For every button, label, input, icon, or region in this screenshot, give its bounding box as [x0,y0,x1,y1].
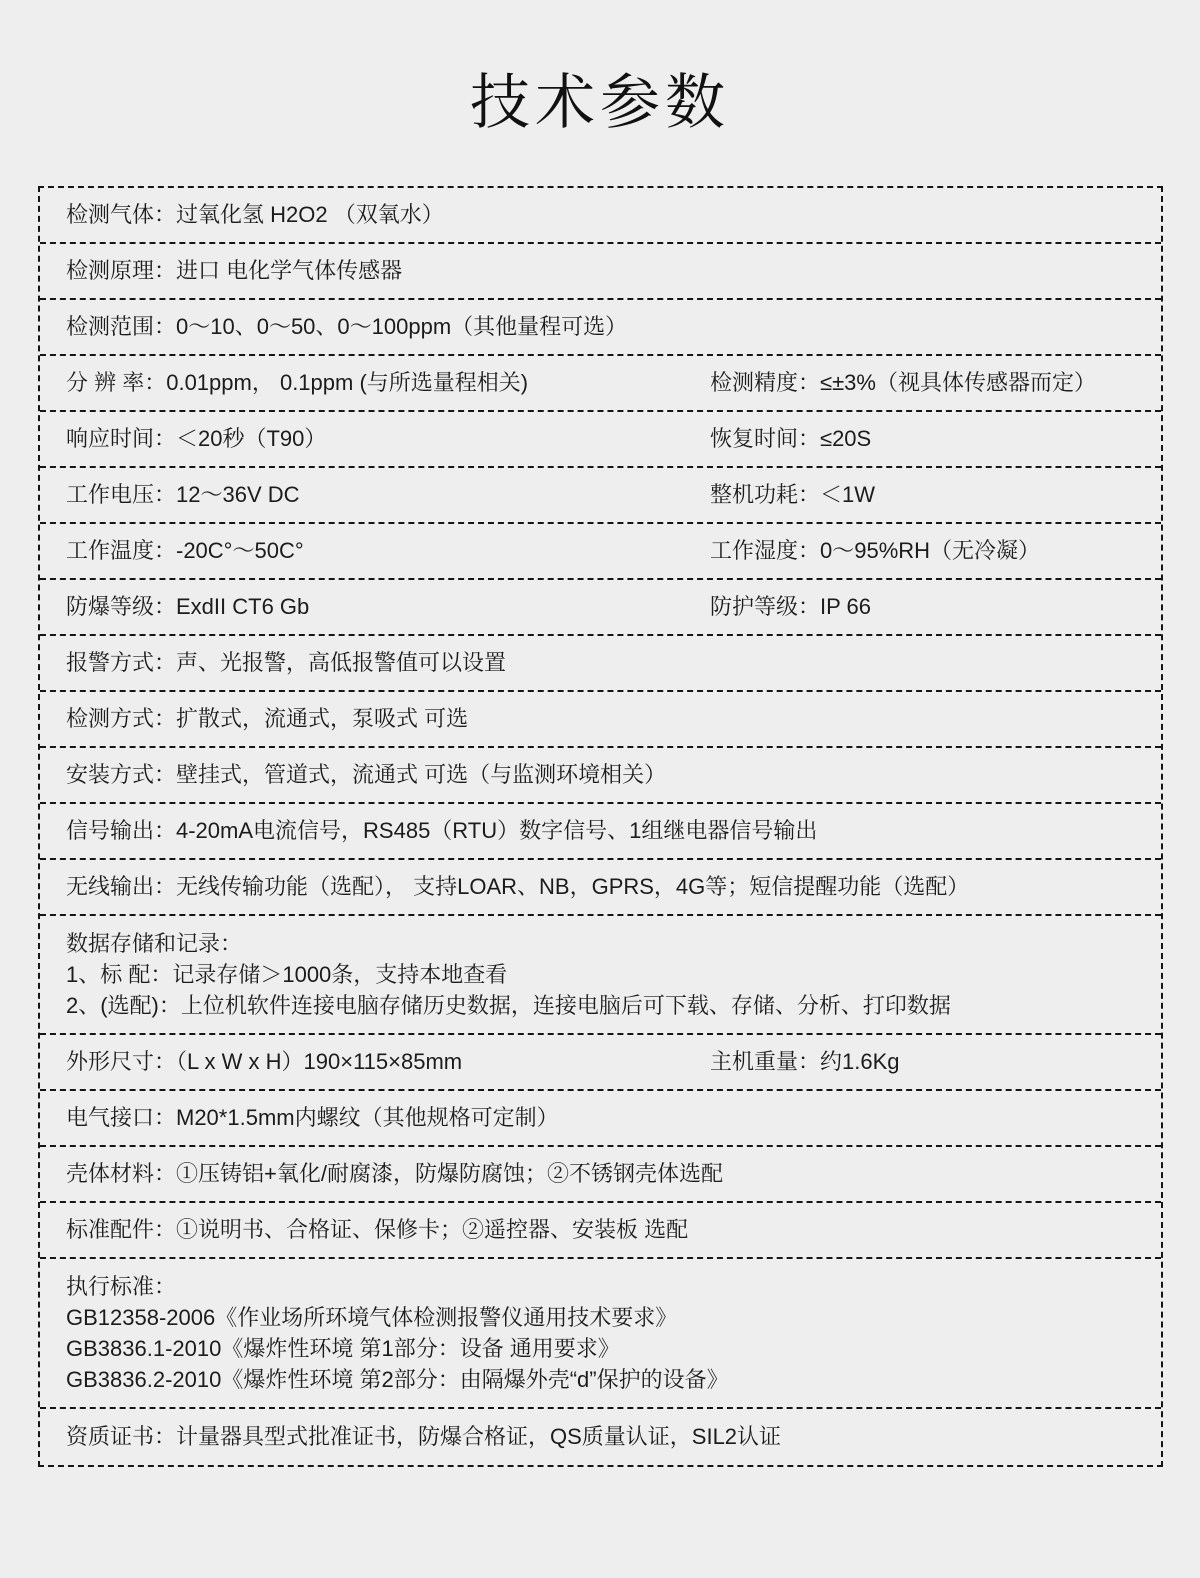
spec-row-explosionproof-ip [40,580,1161,636]
spec-text: 标准配件：①说明书、合格证、保修卡；②遥控器、安装板 选配 [66,1217,689,1242]
spec-text: 电气接口：M20*1.5mm内螺纹（其他规格可定制） [66,1105,559,1130]
spec-text: 工作温度：-20C°～50C° [66,538,304,563]
spec-table [38,186,1163,1467]
spec-text: GB12358-2006《作业场所环境气体检测报警仪通用技术要求》 [66,1305,678,1330]
spec-text: 工作电压：12～36V DC [66,482,300,507]
spec-row-data-storage [40,916,1161,1035]
spec-text: 2、(选配)：上位机软件连接电脑存储历史数据，连接电脑后可下载、存储、分析、打印数据 [66,993,951,1018]
spec-text: 工作湿度：0～95%RH（无冷凝） [710,538,1041,563]
spec-text: 安装方式：壁挂式，管道式，流通式 可选（与监测环境相关） [66,762,667,787]
spec-text: 主机重量：约1.6Kg [710,1049,900,1074]
spec-text: 恢复时间：≤20S [710,426,872,451]
spec-row-standard-accessories [40,1203,1161,1259]
spec-text: 壳体材料：①压铸铝+氧化/耐腐漆，防爆防腐蚀；②不锈钢壳体选配 [66,1161,723,1186]
spec-row-dimensions-weight [40,1035,1161,1091]
spec-row-install-mode [40,748,1161,804]
spec-text: 检测气体：过氧化氢 H2O2 （双氧水） [66,202,444,227]
spec-text: 数据存储和记录： [66,931,243,956]
spec-text: 检测方式：扩散式，流通式，泵吸式 可选 [66,706,469,731]
spec-text: 信号输出：4-20mA电流信号，RS485（RTU）数字信号、1组继电器信号输出 [66,818,818,843]
spec-row-detect-principle [40,244,1161,300]
spec-row-housing-material [40,1147,1161,1203]
spec-text: 检测范围：0～10、0～50、0～100ppm（其他量程可选） [66,314,628,339]
spec-row-electrical-port [40,1091,1161,1147]
spec-text: GB3836.1-2010《爆炸性环境 第1部分：设备 通用要求》 [66,1336,620,1361]
page-title: 技术参数 [470,69,730,136]
spec-text: 检测精度：≤±3%（视具体传感器而定） [710,370,1096,395]
spec-text: 资质证书：计量器具型式批准证书，防爆合格证，QS质量认证，SIL2认证 [66,1424,782,1449]
spec-text: 响应时间：＜20秒（T90） [66,426,327,451]
spec-row-resolution-accuracy [40,356,1161,412]
spec-row-detect-mode [40,692,1161,748]
spec-text: 整机功耗：＜1W [710,482,876,507]
spec-row-temp-humidity [40,524,1161,580]
spec-row-response-recovery [40,412,1161,468]
spec-text: 执行标准： [66,1274,177,1299]
spec-text: 防护等级：IP 66 [710,594,871,619]
spec-text: 无线输出：无线传输功能（选配）， 支持LOAR、NB，GPRS，4G等；短信提醒功能（选配） [66,874,970,899]
spec-row-certificates [40,1409,1161,1465]
spec-row-alarm-mode [40,636,1161,692]
spec-text: GB3836.2-2010《爆炸性环境 第2部分：由隔爆外壳“d”保护的设备》 [66,1367,729,1392]
spec-row-detect-range [40,300,1161,356]
spec-text: 报警方式：声、光报警，高低报警值可以设置 [66,650,507,675]
spec-text: 外形尺寸：（L x W x H）190×115×85mm [66,1049,463,1074]
spec-row-signal-output [40,804,1161,860]
spec-text: 1、标 配：记录存储＞1000条，支持本地查看 [66,962,508,987]
spec-row-wireless-output [40,860,1161,916]
spec-row-executive-standards [40,1259,1161,1409]
spec-row-detect-gas [40,188,1161,244]
spec-row-voltage-power [40,468,1161,524]
spec-text: 分 辨 率：0.01ppm， 0.1ppm (与所选量程相关) [66,370,529,395]
spec-text: 检测原理：进口 电化学气体传感器 [66,258,403,283]
spec-text: 防爆等级：ExdII CT6 Gb [66,594,310,619]
